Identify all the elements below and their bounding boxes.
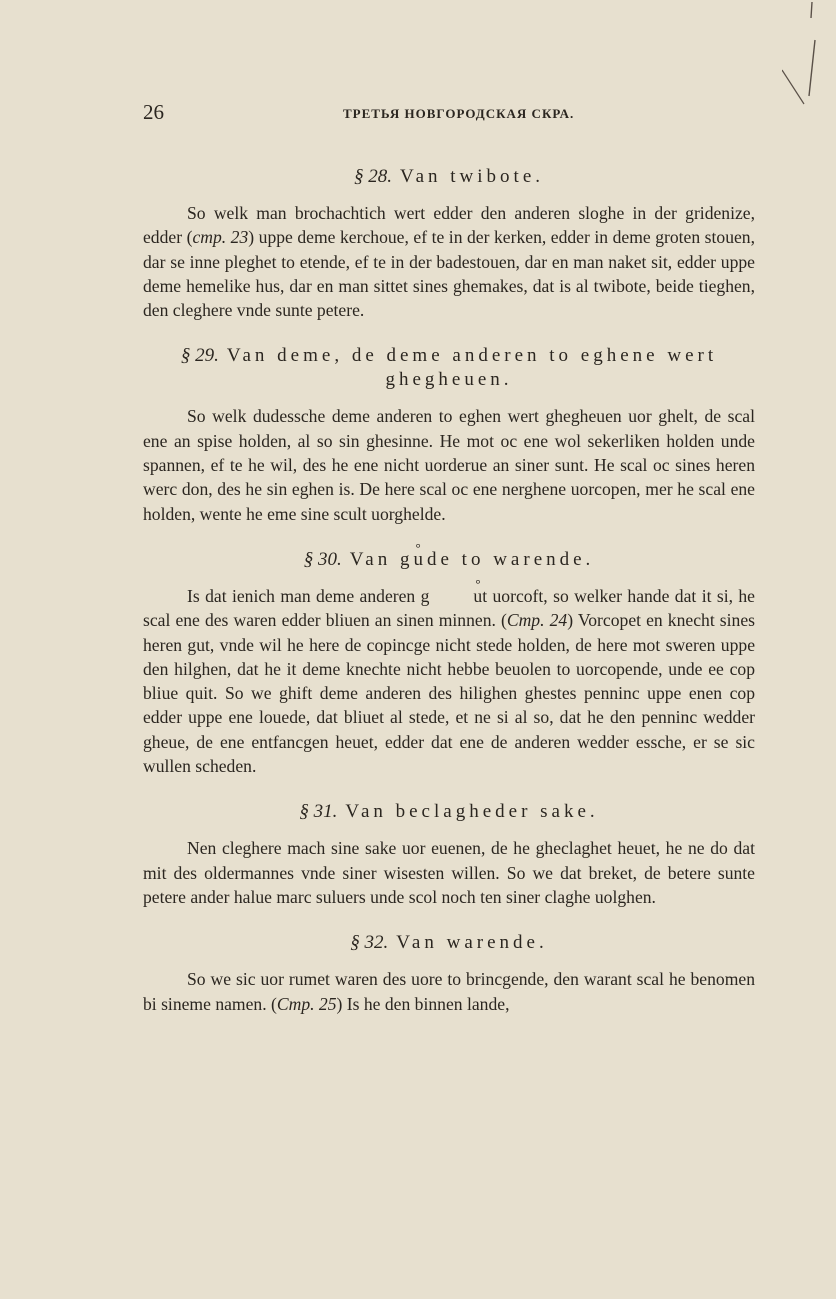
- section-paragraph: So we sic uor rumet waren des uore to brincgende, den warant scal he benomen bi sineme namen. (Cmp. 25) Is he den binnen lande,: [143, 969, 755, 1014]
- section-heading: [143, 800, 755, 824]
- section-number: § 28.: [353, 166, 392, 187]
- running-header: [143, 100, 755, 130]
- margin-pencil-marks: [782, 0, 822, 110]
- cross-reference: Cmp. 25: [276, 993, 337, 1014]
- section-paragraph: So welk dudessche deme anderen to eghen wert ghegheuen uor ghelt, de scal ene an spise holden, al so sin ghesinne. He mot oc ene wol sekerliken holden unde spannen, ef te he wil, des he ene nicht uorderue an siner sunt. He scal oc sines heren werc don, des he sin eghen is. De here scal oc ene nerghene uorcopen, mer he scal ene holden, wente he eme sine scult uorghelde.: [143, 406, 755, 524]
- section-heading: [143, 931, 755, 955]
- cross-reference: Cmp. 24: [506, 610, 568, 631]
- section-paragraph: Nen cleghere mach sine sake uor euenen, de he gheclaghet heuet, he ne do dat mit des oldermannes vnde siner wisesten willen. So we dat breket, de betere sunte petere ander halue marc suluers unde scol noch ten siner claghe uolghen.: [143, 838, 755, 907]
- section-title: Van warende.: [396, 932, 548, 954]
- section-number: § 32.: [350, 932, 389, 954]
- section-title: Van deme, de deme anderen to eghene wert ghegheuen.: [226, 345, 718, 391]
- cross-reference: cmp. 23: [192, 227, 249, 248]
- section-number: § 30.: [303, 548, 342, 570]
- section-title: Van g° ude to warende.: [350, 549, 595, 570]
- section-number: § 29.: [180, 345, 219, 367]
- ring-accent-letter: ° u: [429, 584, 482, 608]
- section-paragraph: So welk man brochachtich wert edder den anderen sloghe in der gridenize, edder (cmp. 23) uppe deme kerchoue, ef te in der kerken, edder in deme groten stouen, dar se inne pleghet to etende, ef te in der badestouen, dar en man naket sit, edder uppe deme hemelike hus, dar en man sittet sines ghemakes, dat is al twibote, beide tieghen, den cleghere vnde sunte petere.: [143, 203, 756, 321]
- section-heading: [143, 344, 755, 392]
- page-body: [143, 165, 755, 1038]
- section-heading: [143, 165, 755, 189]
- section-title: Van beclagheder sake.: [345, 801, 599, 823]
- section-heading: [143, 548, 755, 572]
- section-paragraph: Is dat ienich man deme anderen g° ut uorcoft, so welker hande dat it si, he scal ene des waren edder bliuen an sinen minnen. (Cmp. 24) Vorcopet en knecht sines heren gut, vnde wil he here de copincge nicht stede holden, de here mot sweren uppe den hilghen, dat he it deme knechte nicht hebbe beuolen to uorcopende, unde ee cop bliue quit. So we ghift deme anderen des hilighen ghestes penninc uppe enen cop edder uppe ene louede, dat bliuet al stede, et ne si al so, dat he den penninc wedder gheue, de ene entfancgen heuet, edder dat ene de anderen wedder essche, er se sic wullen scheden.: [143, 584, 755, 778]
- page-number: 26: [143, 100, 164, 124]
- running-title: ТРЕТЬЯ НОВГОРОДСКАЯ СКРА.: [343, 106, 575, 121]
- ring-accent-letter: ° u: [414, 548, 428, 572]
- section-number: § 31.: [299, 801, 338, 823]
- section-title: Van twibote.: [399, 166, 545, 187]
